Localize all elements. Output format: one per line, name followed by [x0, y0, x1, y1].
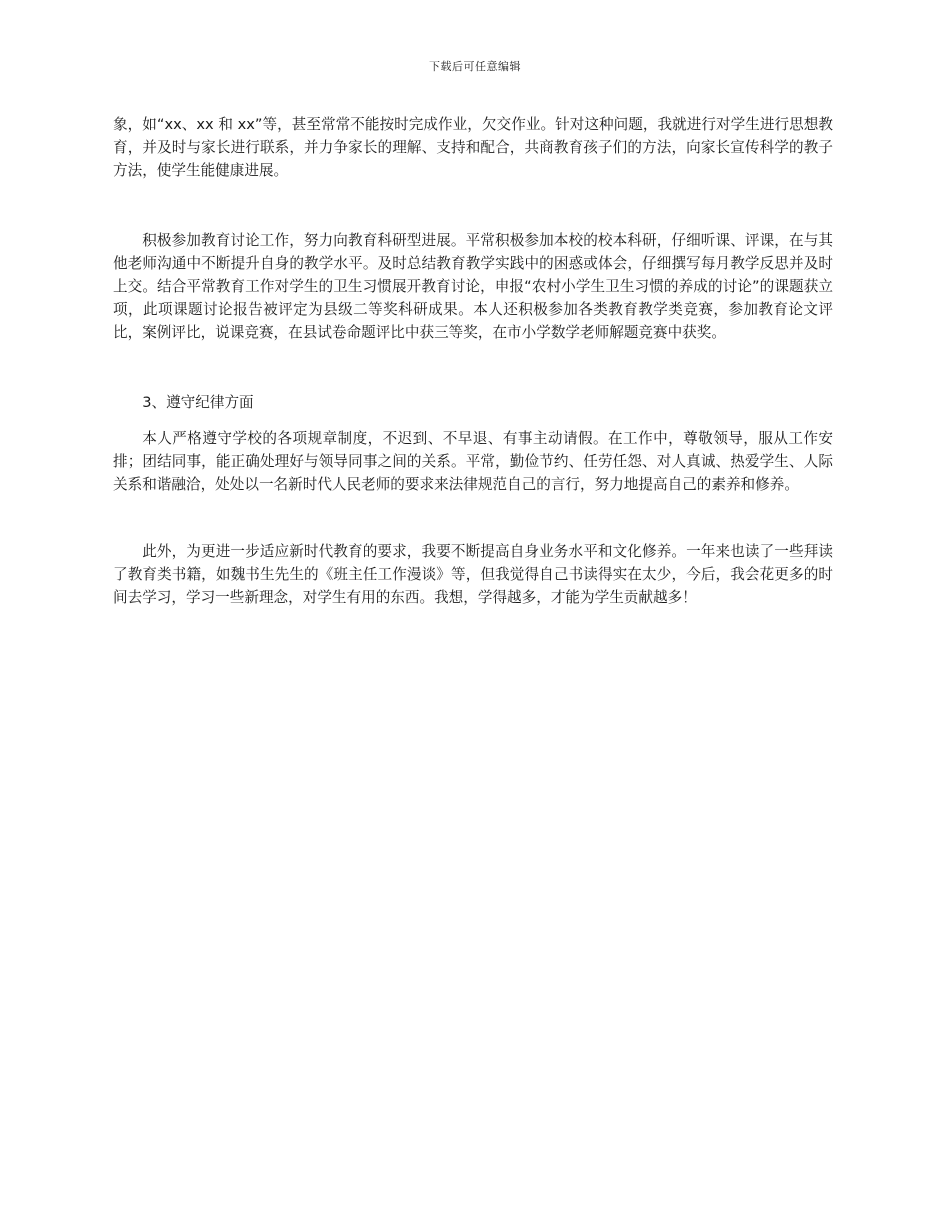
paragraph-self-improvement: 此外，为更进一步适应新时代教育的要求，我要不断提高自身业务水平和文化修养。一年来也读了一些拜读了教育类书籍，如魏书生先生的《班主任工作漫谈》等，但我觉得自己书读得实在太少，今后，我会花更多的时间去学习，学习一些新理念，对学生有用的东西。我想，学得越多，才能为学生贡献越多！ [113, 543, 833, 606]
document-body [113, 113, 833, 609]
paragraph-continuation: 象，如“xx、xx 和 xx”等，甚至常常不能按时完成作业，欠交作业。针对这种问题，我就进行对学生进行思想教育，并及时与家长进行联系，并力争家长的理解、支持和配合，共商教育孩子们的方法，向家长宣传科学的教子方法，使学生能健康进展。 [113, 116, 833, 179]
page-header: 下载后可任意编辑 [429, 60, 521, 73]
paragraph-discipline: 本人严格遵守学校的各项规章制度，不迟到、不早退、有事主动请假。在工作中，尊敬领导，服从工作安排；团结同事，能正确处理好与领导同事之间的关系。平常，勤俭节约、任劳任怨、对人真诚、热爱学生、人际关系和谐融洽，处处以一名新时代人民老师的要求来法律规范自己的言行，努力地提高自己的素养和修养。 [113, 430, 833, 493]
section-heading-discipline: 3、遵守纪律方面 [142, 394, 254, 411]
paragraph-gap [113, 496, 833, 540]
paragraph-gap [113, 344, 833, 391]
paragraph-gap [113, 182, 833, 229]
paragraph-gap [113, 414, 833, 427]
paragraph-research: 积极参加教育讨论工作，努力向教育科研型进展。平常积极参加本校的校本科研，仔细听课、评课，在与其他老师沟通中不断提升自身的教学水平。及时总结教育教学实践中的困惑或体会，仔细撰写每月教学反思并及时上交。结合平常教育工作对学生的卫生习惯展开教育讨论，申报“农村小学生卫生习惯的养成的讨论”的课题获立项，此项课题讨论报告被评定为县级二等奖科研成果。本人还积极参加各类教育教学类竞赛，参加教育论文评比，案例评比，说课竞赛，在县试卷命题评比中获三等奖，在市小学数学老师解题竞赛中获奖。 [113, 232, 833, 341]
